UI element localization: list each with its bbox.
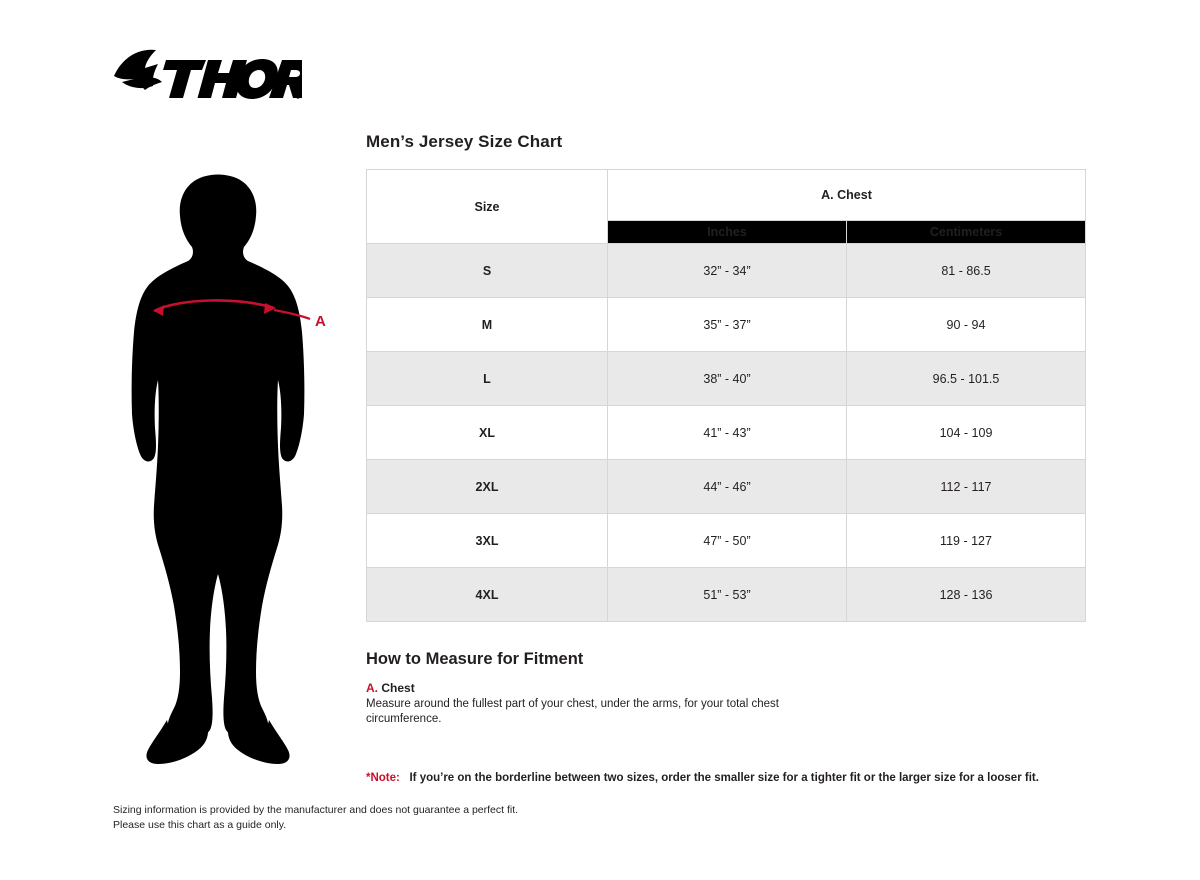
footer-line-2: Please use this chart as a guide only.: [113, 819, 287, 831]
column-header-centimeters: Centimeters: [847, 220, 1086, 244]
cell-inches: 44” - 46”: [608, 460, 847, 514]
cell-inches: 38” - 40”: [608, 352, 847, 406]
cell-centimeters: 81 - 86.5: [847, 244, 1086, 298]
cell-inches: 51” - 53”: [608, 568, 847, 622]
cell-size: M: [367, 298, 608, 352]
footer-line-1: Sizing information is provided by the manufacturer and does not guarantee a perfect fit.: [113, 804, 519, 816]
cell-size: S: [367, 244, 608, 298]
cell-centimeters: 128 - 136: [847, 568, 1086, 622]
note-text: If you’re on the borderline between two sizes, order the smaller size for a tighter fit or the larger size for a looser fit.: [409, 772, 1039, 784]
cell-inches: 41” - 43”: [608, 406, 847, 460]
size-chart-content: [366, 132, 1086, 784]
cell-centimeters: 90 - 94: [847, 298, 1086, 352]
thor-logo: [112, 46, 302, 108]
measure-item-letter: A.: [366, 681, 378, 695]
cell-size: 4XL: [367, 568, 608, 622]
table-header-row: [367, 170, 1086, 221]
silhouette-shape: [132, 175, 305, 765]
cell-inches: 47” - 50”: [608, 514, 847, 568]
column-header-size: Size: [367, 170, 608, 244]
cell-centimeters: 119 - 127: [847, 514, 1086, 568]
page-title: Men’s Jersey Size Chart: [366, 132, 563, 151]
measure-item-label: [366, 681, 1086, 695]
size-chart-table: [366, 169, 1086, 622]
body-silhouette-figure: [110, 160, 340, 770]
table-row: [367, 298, 1086, 352]
column-header-chest: A. Chest: [608, 170, 1086, 221]
cell-size: 2XL: [367, 460, 608, 514]
how-to-measure-heading: How to Measure for Fitment: [366, 650, 584, 668]
note-label: *Note:: [366, 772, 400, 784]
table-row: [367, 460, 1086, 514]
cell-size: XL: [367, 406, 608, 460]
chest-callout-label: A: [315, 313, 326, 330]
table-row: [367, 352, 1086, 406]
cell-inches: 35” - 37”: [608, 298, 847, 352]
footer-disclaimer: [113, 803, 518, 833]
table-row: [367, 406, 1086, 460]
cell-size: L: [367, 352, 608, 406]
note-line: [366, 772, 1086, 784]
cell-size: 3XL: [367, 514, 608, 568]
column-header-inches: Inches: [608, 220, 847, 244]
cell-centimeters: 112 - 117: [847, 460, 1086, 514]
table-row: [367, 514, 1086, 568]
measure-item-name: Chest: [381, 681, 415, 695]
cell-inches: 32” - 34”: [608, 244, 847, 298]
cell-centimeters: 96.5 - 101.5: [847, 352, 1086, 406]
cell-centimeters: 104 - 109: [847, 406, 1086, 460]
table-row: [367, 568, 1086, 622]
table-row: [367, 244, 1086, 298]
measure-item-description: Measure around the fullest part of your chest, under the arms, for your total chest circumference.: [366, 698, 779, 725]
